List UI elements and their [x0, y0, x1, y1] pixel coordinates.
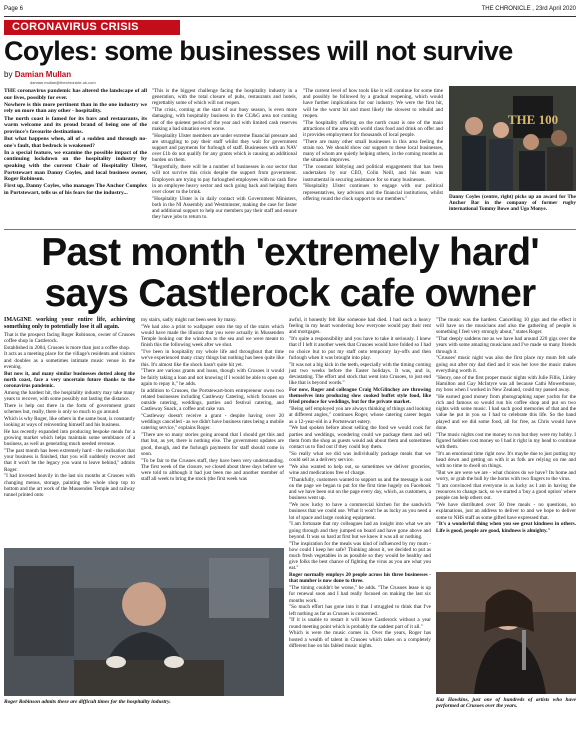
paragraph: "The music nights cost me money to run but they were my hobby. I figured hobbies cost money so I had it right in my head to continue with them.	[436, 431, 576, 451]
paragraph: Which is why Roger, like others in the same boat, is constantly looking at ways of reinventing himself and his business.	[4, 415, 135, 428]
paragraph: In addition to Crusoes, the Portstewart-born entrepreneur owns two related businesses including Castleway Catering, which focuses on outside catering, weddings, parties and festival catering, and Castleway Snack, a coffee and cake van.	[141, 387, 284, 413]
performer-photo-art	[436, 572, 576, 694]
paper-dateline: THE CHRONICLE , 23rd April 2020	[481, 6, 576, 12]
paragraph: "Being self employed you are always thinking of things and looking at different angles," continues Roger, whose catering career began as a 12-year-old in a Portstewart eatery.	[289, 406, 431, 425]
paragraph: Established in 2004, Crusoes is more than just a coffee shop.	[4, 344, 131, 351]
cafe-owner-photo	[4, 548, 284, 696]
divider	[4, 229, 576, 230]
paragraph: There is help out there in the form of government grant schemes but, really, there is only so much to go around.	[4, 402, 135, 415]
paragraph: "The crisis, coming at the start of our busy season, is even more damaging, with hospitality business in the CC&G area not coming out of the quietest period of the year and with limited cash reserves making a bad situation even worse.	[152, 107, 297, 132]
paragraph: For now, Roger and colleague Craig McGlinchey are throwing themselves into producing slow cooked buffet style food, like fried produce for weddings, but for the private market.	[289, 387, 431, 406]
paragraph: "The hospitality offering on the north coast is one of the main attractions of the area with world class food and drink on offer and it provides employment for thousands of local people.	[303, 119, 443, 139]
paragraph: "If it is unable to restart it will leave Castlerock without a year round meeting point which is probably the saddest part of it all."	[289, 617, 431, 630]
paragraph: It acts as a meeting place for the village's residents and visitors and doubles as a sometimes intimate music venue in the evening.	[4, 351, 135, 370]
paragraph: "It's an emotional time right now. It's maybe due to just putting my head down and getting on with it as folk are relying on me and with no time to dwell on things.	[436, 450, 576, 470]
byline-name: Damian Mullan	[14, 70, 72, 79]
article1-col3	[303, 88, 443, 226]
article2-col3	[289, 317, 431, 649]
paragraph: "Thankfully, customers wanted to support us and the message is out on the page we began to put for the first time hugely on Facebook and we have been out on the page every day, which, as customers, a business went up.	[289, 476, 431, 502]
paragraph: "It's a wonderful thing when you see great kindness in others. Life is good, people are good, kindness is almighty."	[436, 521, 576, 534]
author-email[interactable]: damian.mullan@thechronicle.uk.com	[30, 80, 96, 85]
paragraph: "Castleway doesn't receive a grant - despite having over 20 weddings cancelled - as we didn't have business rates being a mobile catering service," explains Roger.	[141, 413, 284, 432]
paragraph: "There are many other small businesses in this area feeling the strain too. We should show our support to these local businesses, many of whom are quietly helping others, in the coming months as the situation improves.	[303, 138, 443, 164]
paragraph: awful, it honestly felt like someone had died. I had such a heavy feeling in my heart wondering how everyone would pay their rent and mortgages.	[289, 317, 431, 336]
headline-article1: Coyles: some businesses will not survive	[4, 36, 513, 66]
paragraph: "To be fair to the Crusoes staff, they have been very understanding. The first week of the closure, we closed about three days before we were told to although it had just been me and another member of staff all week to bring the stock (the first week was	[141, 457, 284, 483]
paragraph: "The inspiration for the meals was kind of influenced by my mum - how could I keep her safe? Thinking about it, we decided to put as much fresh vegetables in as possible so they would be healthy and give folks the best chance of fighting the virus as you are what you eat."	[289, 540, 431, 572]
paragraph: "The timing couldn't be worse," he adds. "The Crusoes lease is up for renewal soon and I had really focused on making the last six months work.	[289, 585, 431, 604]
award-photo-art	[449, 86, 576, 191]
paragraph: In a special feature, we examine the possible impact of the continuing lockdown on the hospitality industry by speaking with the current Chair of Hospitality Ulster, Portstewart man Danny Coyles, and local business owner, Roger Robinson.	[4, 149, 147, 183]
paragraph: "We also wanted to help out, so sometimes we deliver groceries, wine and medications free of charge.	[289, 463, 431, 477]
caption-text: Danny Coyles (centre, right) picks up an award for The Anchor Bar in the company of former rugby international Tommy Bowe and Ugo Monye.	[449, 194, 576, 213]
paragraph: "The music was the hardest. Cancelling 10 gigs and the effect it will have on the musicians and also the gathering of people is something I feel very strongly about," states Roger.	[436, 317, 576, 336]
paragraph: "The constant lobbying and political engagement that has been undertaken by our CEO, Colin Neill, and his team was instrumental in securing assistance for so many businesses.	[303, 164, 443, 183]
paragraph: First up, Danny Coyles, who manages The Anchor Complex in Portstewart, tells us of his fears for the industry...	[4, 183, 147, 196]
cafe-owner-caption: Roger Robinson admits these are difficult times for the hospitality industry.	[4, 699, 171, 705]
award-sign-text: THE 100	[507, 112, 559, 127]
performer-caption: Kaz Hawkins, just one of hundreds of artists who have performed at Crusoes over the years.	[436, 697, 576, 710]
paragraph: "He earned good money from photographing super yachts for the rich and famous so would run his coffee shop and put on two nights with some music. I had such good memories of that and the value he put in you so I had to celebrate this life. So the band played and we did some food, all for free, as Chris would have done.	[436, 393, 576, 431]
paragraph: The north coast is famed for its bars and restaurants, its warm welcome and its proud brand of being one of the province's favourite destinations.	[4, 115, 147, 135]
paragraph: Which is were the music comes in. Over the years, Roger has hosted a wealth of talent in Crusoes which takes on a completely different hue on his fabled music nights.	[289, 630, 431, 649]
paragraph: "But we are were we are - what choices do we have? Its home and worry, or grab the bull by the horns with two fingers to the virus.	[436, 470, 576, 483]
paragraph: "That deeply saddens me as we have had around 220 gigs over the years with some amazing musicians and I've made so many friends through it.	[436, 336, 576, 355]
lead-paragraph: IMAGINE working your entire life, achieving something only to potentially lose it all again.	[4, 317, 135, 330]
paragraph: But what happens when, all of a sudden and through no-one's fault, that bedrock is weakened?	[4, 135, 147, 149]
paragraph: "Hospitality Ulster continues to engage with our political representatives, key advisors and the financial institutions, whilst offering round the clock support to our members."	[303, 183, 443, 202]
paragraph: "I've been in hospitality my whole life and throughout that time we've experienced many crazy things but nothing has been quite like this. It's almost like the shock hasn't quite hit yet.	[141, 349, 284, 368]
performer-photo	[436, 572, 576, 694]
paragraph: "Hospitality Ulster members are under extreme financial pressure and are struggling to pay their staff whilst they wait for government support and payments for furlough of staff. Businesses with an NAV over £1b do not qualify for any grants which is causing an additional burden on them.	[152, 132, 298, 164]
paragraph: "It's quite a responsibility and you have to take it seriously. I knew that if I left it another week that Crusoes would have folded so I had no choice but to put my staff onto temporary lay-offs and then furlough when it was brought into play.	[289, 336, 431, 361]
paragraph: "There are so many stories going around that I should get this and that but, as yet, there is nothing else. The government updates are good, though, and the furlough payments for staff should come in soon.	[141, 432, 284, 457]
paragraph: "We had also a print to wallpaper onto the top of the stairs which would have made the illusion that you were actually in Mussenden Temple looking out the windows to the sea and we were meant to finish this the following week after we shut.	[141, 323, 284, 349]
cafe-owner-photo-art	[4, 548, 284, 696]
paragraph: "It was not a big kick in the teeth, especially with the timing coming just two weeks before the Easter holidays. It was, and is, devastating. The effort and stock that went into Crusoes, to just end like that is beyond words."	[289, 361, 431, 387]
paragraph: "Crusoes' music night was also the first place my mum felt safe going out after my dad died and it was her love the music makes everything worth it.	[436, 355, 576, 374]
paragraph: "We now lucky to have a commercial kitchen for the sandwich business that we could use. What it won't be as lucky as you need a lot of space and large cooking equipment.	[289, 502, 431, 521]
article1-col2	[152, 88, 297, 226]
paragraph: He has recently expanded into producing bespoke meals for a growing market which helps maintain some semblance of a business, as well as generating much needed revenue.	[4, 428, 135, 448]
paragraph: That is the prospect facing Roger Robinson, owner of Crusoes coffee shop in Castlerock.	[4, 331, 135, 344]
paragraph: "Henry, one of the first proper music nights with Julie Fillis, Linley Hamilton and Gay McIntyre was all because Cathi Mowerbusse, my boss when I worked in New Zealand, could my passed away.	[436, 374, 576, 394]
paragraph: "We had spoken before about selling the food we would cook for parties and weddings, wondering could we package them and sell them from the shop as guests would ask about them and sometimes contact us to find out if they could buy them.	[289, 425, 431, 451]
paragraph: Among the hardest hit, the hospitality industry may take many years to recover, with some possibly not lasting the distance.	[4, 389, 135, 402]
byline	[4, 70, 71, 79]
paragraph: "So much effort has gone into it that I struggled to think that I've left nothing as far as Crusoes is concerned.	[289, 604, 431, 617]
paragraph: "The current level of how tools like it will continue for some time and possibly be followed by a gradual reopening, which would have further implications for our industry. We were the first hit, will be the worst hit and most likely the slowest to rebuild and reopen.	[303, 88, 443, 119]
headline-article2: Past month 'extremely hard' says Castlerock cafe owner	[41, 231, 539, 315]
paragraph: But now it, and many similar businesses dotted along the north coast, face a very uncertain future thanks to the coronavirus pandemic.	[4, 370, 135, 389]
page-header	[4, 4, 576, 17]
paragraph: "This is the biggest challenge facing the hospitality industry in a generation, with the total closure of pubs, restaurants and hotels, regrettably some of which will not reopen.	[152, 88, 297, 107]
paragraph: my stairs, sadly might not been seen by many.	[141, 317, 237, 323]
paragraph: "I had invested heavily in the last six months at Crusoes with changing menus, storage, painting the whole shop top to bottom and the art work of the Mussenden Temple and railway tunnel printed onto	[4, 473, 135, 499]
paragraph: Nowhere is this more pertinent than in the one industry we rely on more than any other - hospitality.	[4, 101, 147, 115]
paragraph: "We have distributed over 50 free meals - no questions, no explanations, just an address to deliver to and we hope to deliver some to NHS staff as some gifted have expressed that.	[436, 502, 576, 521]
page-number: Page 6	[4, 6, 24, 12]
article1-col1	[4, 88, 147, 220]
paragraph: "The past month has been extremely hard - the realisation that your business is finished, that you will suddenly recover and that it won't be the legacy you want to leave behind," admits Roger.	[4, 448, 135, 473]
paragraph: "I am convinced that everyone is as lucky as I am in having the resources to change tack, so we started a 'buy a good option' where people can help others out.	[436, 483, 576, 502]
paragraph: "Hospitality Ulster is in daily contact with Government Ministers, both in the NI Assembly and Westminster, making the case for faster and additional support to help our members pay their staff and ensure they have jobs to return to.	[152, 195, 297, 221]
paragraph: "So really what we did was individually package meals that we could sell as a delivery service.	[289, 450, 431, 464]
section-banner: CORONAVIRUS CRISIS	[4, 20, 180, 35]
paragraph: Roger normally employs 20 people across his three businesses - that number is now done to three.	[289, 572, 431, 585]
paragraph: "There are various grants and loans, though with Crusoes it would be fairly taking a loan and not knowing if I would be able to open up again to repay it," he adds.	[141, 368, 284, 387]
award-caption	[449, 194, 576, 228]
paragraph: THE coronavirus pandemic has altered the landscape of all our lives, possibly for ever.	[4, 88, 147, 101]
paragraph: "I am fortunate that my colleagues had an insight into what we are going through and they jumped on board and have gone above and beyond. It was so hard at first but we knew it was all or nothing.	[289, 521, 431, 540]
paragraph: "Regretfully, there will be a number of businesses in our sector that will not survive this crisis despite the support from government. Employers are trying to pay furloughed employees with no cash flow in an employee heavy sector and such going back and helping them over closer to the brink.	[152, 164, 297, 196]
award-photo	[449, 86, 576, 191]
byline-prefix: by	[4, 70, 13, 79]
